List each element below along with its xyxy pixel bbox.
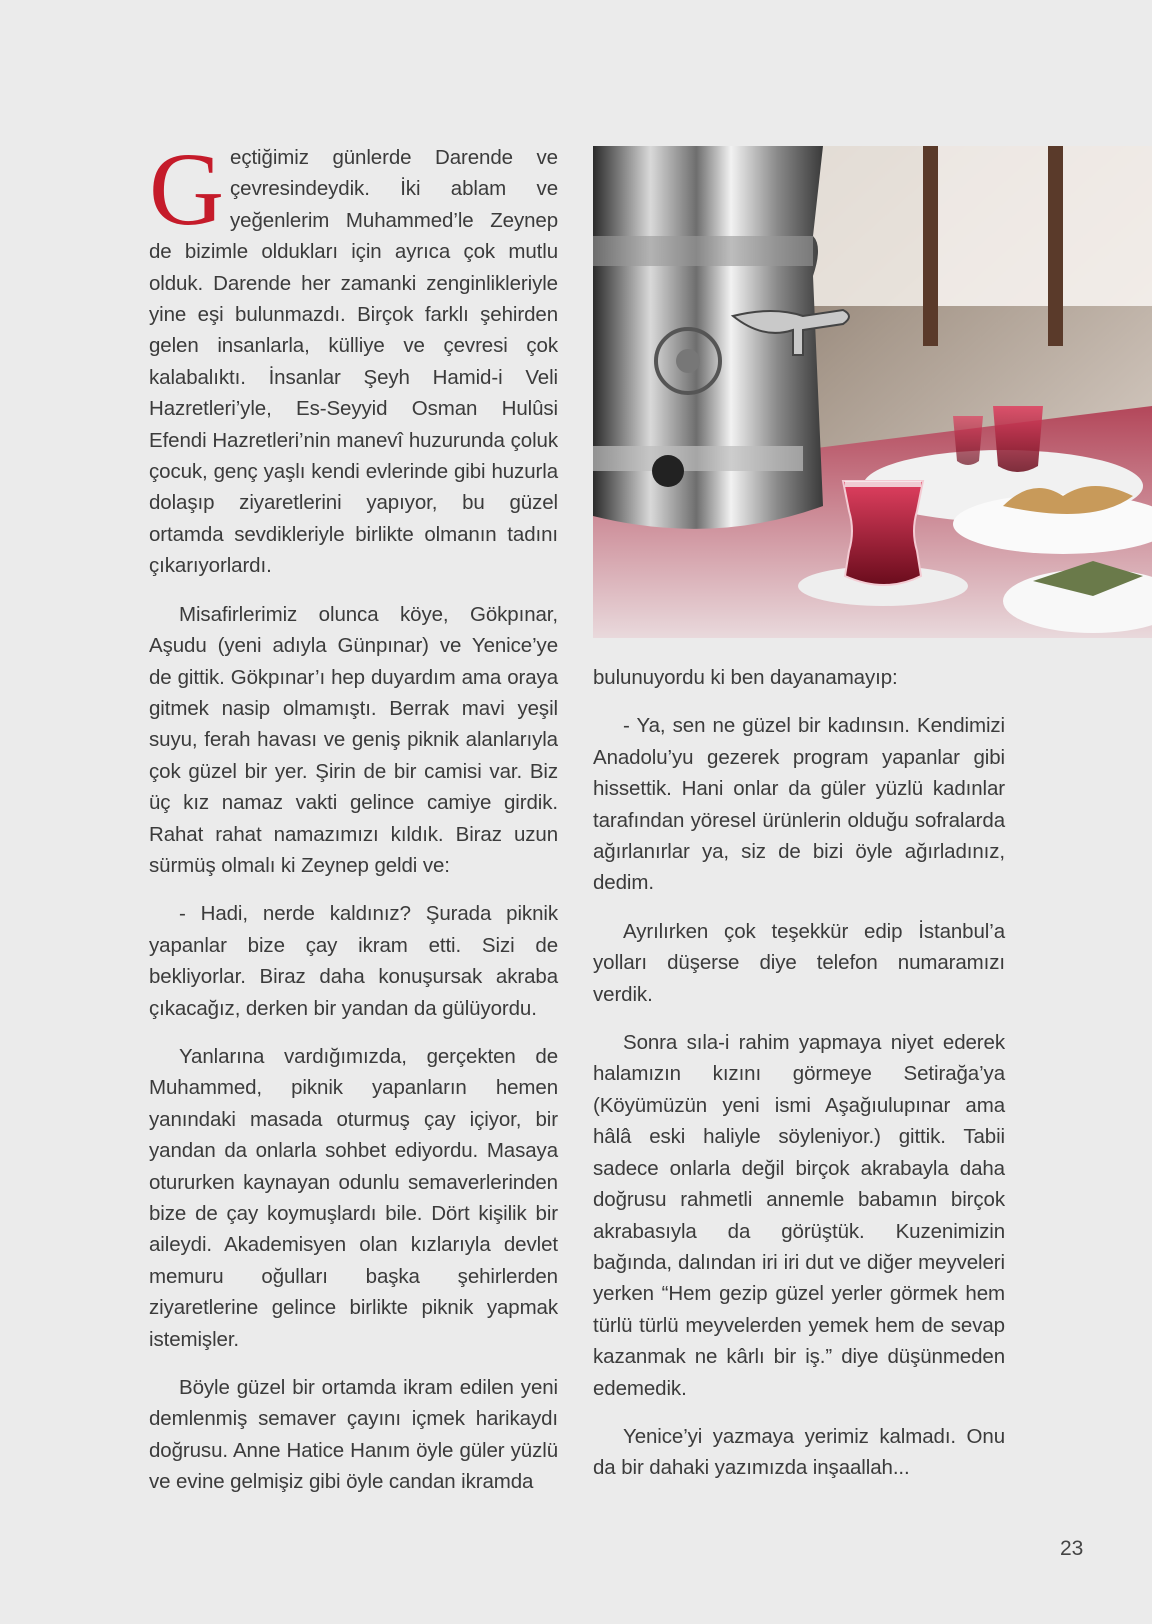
article-paragraph-10: Yenice’yi yazmaya yerimiz kalmadı. Onu da bir dahaki yazımızda inşaallah... [593,1424,1005,1480]
article-paragraph-3: - Hadi, nerde kaldınız? Şurada piknik yapanlar bize çay ikram etti. Sizi de bekliyorlar. Biraz daha konuşursak akraba çıkacağız, derken bir yandan da gülüyordu. [149,902,558,1020]
article-paragraph-7: - Ya, sen ne güzel bir kadınsın. Kendimizi Anadolu’yu gezerek program yapanlar gibi hissettik. Hani onlar da güler yüzlü kadınlar tarafından yöresel ürünlerin olduğu sofralarda ağırlanırlar ya, siz de bizi öyle ağırladınız, dedim. [593,714,1005,895]
drop-cap: G [149,132,225,247]
page-number: 23 [1060,1537,1084,1560]
article-paragraph-5: Böyle güzel bir ortamda ikram edilen yeni demlenmiş semaver çayını içmek harikaydı doğrusu. Anne Hatice Hanım öyle güler yüzlü ve evine gelmişiz gibi öyle candan ikramda [149,1376,558,1494]
article-right-column [593,662,1005,1501]
samovar-with-tea-glass-icon [593,146,1152,638]
article-paragraph-6: bulunuyordu ki ben dayanamayıp: [593,666,898,689]
article-paragraph-1 [149,132,558,582]
paragraph-text: eçtiğimiz günlerde Darende ve çevresindeydik. İki ablam ve yeğenlerim Muhammed’le Zeynep de bizimle oldukları için ayrıca çok mutlu olduk. Darende her zamanki zenginlikleriyle yine eşi bulunmazdı. Birçok farklı şehirden gelen insanlarla, külliye ve çevresi çok kalabalıktı. İnsanlar Şeyh Hamid-i Veli Hazretleri’yle, Es-Seyyid Osman Hulûsi Efendi Hazretleri’nin manevî huzurunda çoluk çocuk, genç yaşlı kendi evlerinde gibi huzurla dolaşıp ziyaretlerini yapıyor, bu güzel ortamda sevdikleriyle birlikte olmanın tadını çıkarıyorlardı. [149,146,558,578]
article-paragraph-9: Sonra sıla-i rahim yapmaya niyet ederek halamızın kızını görmeye Setirağa’ya (Köyümüzün yeni ismi Aşağıulupınar ama hâlâ eski haliyle söyleniyor.) gittik. Tabii sadece onlarla değil birçok akrabayla daha doğrusu rahmetli annemle babamın birçok akrabasıyla da görüştük. Kuzenimizin bağında, dalından iri iri dut ve diğer meyveleri yerken “Hem gezip güzel yerler görmek hem türlü türlü meyvelerden yemek hem de sevap kazanmak ne kârlı bir iş.” diye düşünmeden edemedik. [593,1031,1005,1400]
article-paragraph-8: Ayrılırken çok teşekkür edip İstanbul’a yolları düşerse diye telefon numaramızı verdik. [593,919,1005,1006]
article-paragraph-2: Misafirlerimiz olunca köye, Gökpınar, Aşudu (yeni adıyla Günpınar) ve Yenice’ye de gittik. Gökpınar’ı hep duyardım ama oraya gitmek nasip olmamıştı. Berrak mavi yeşil suyu, ferah havası ve geniş piknik alanlarıyla çok güzel bir yer. Şirin de bir camisi var. Biz üç kız namaz vakti gelince camiye girdik. Rahat rahat namazımızı kıldık. Biraz uzun sürmüş olmalı ki Zeynep geldi ve: [149,602,558,877]
article-left-column [149,132,558,1515]
article-paragraph-4: Yanlarına vardığımızda, gerçekten de Muhammed, piknik yapanların hemen yanındaki masada oturmuş çay içiyor, bir yandan da onlarla sohbet ediyordu. Masaya otururken kaynayan odunlu semaverlerinden bize de çay koymuşlardı bile. Dört kişilik bir aileydi. Akademisyen olan kızlarıyla devlet memuru oğulları başka şehirlerden ziyaretlerine gelince birlikte piknik yapmak istemişler. [149,1044,558,1351]
samovar-photo [593,146,1152,638]
